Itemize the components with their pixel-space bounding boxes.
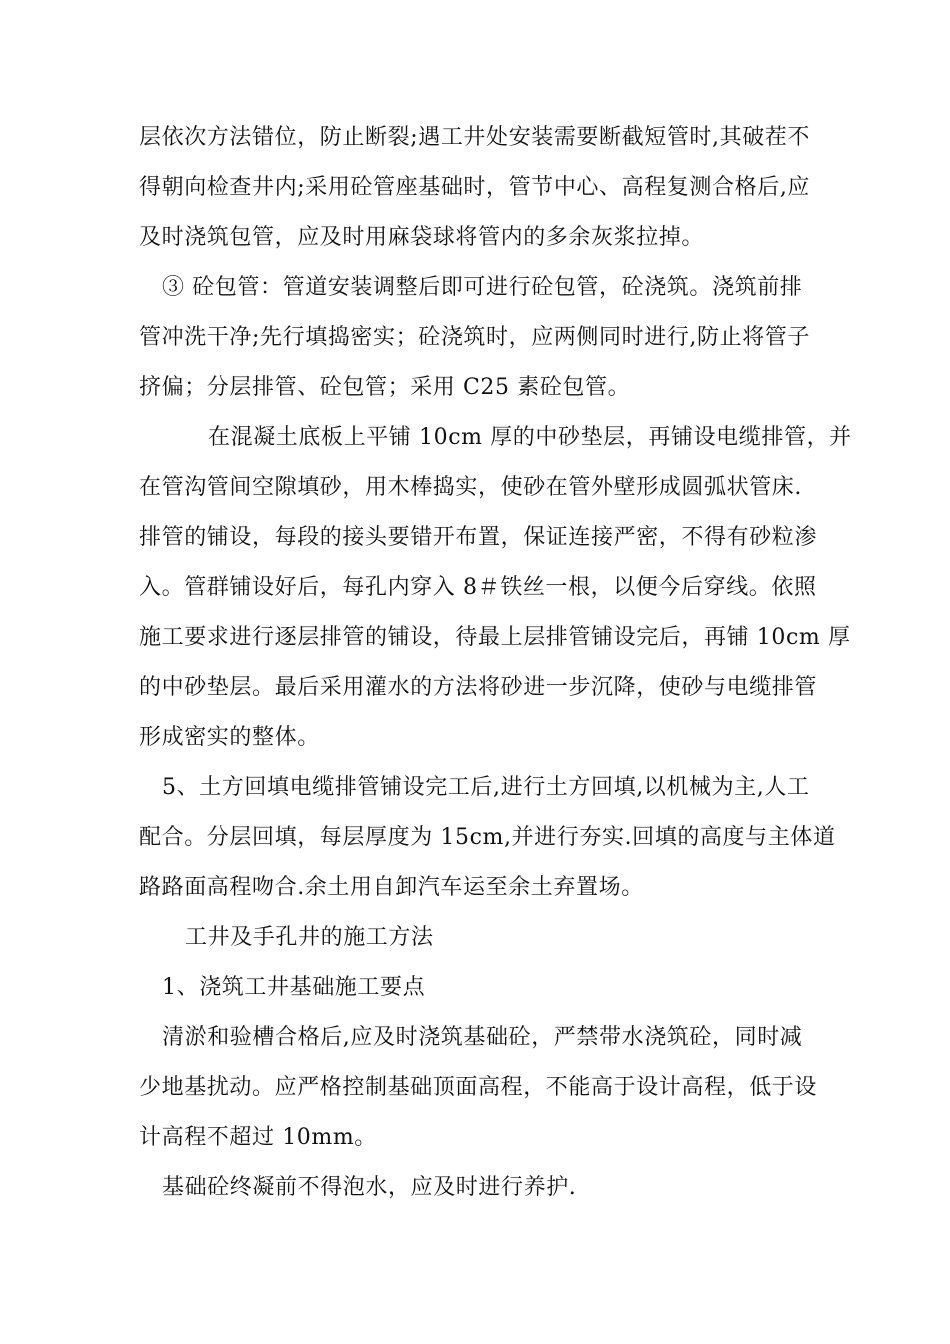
text-line: 形成密实的整体。 bbox=[139, 725, 320, 750]
text-line: 层依次方法错位，防止断裂;遇工井处安装需要断截短管时,其破茬不 bbox=[139, 125, 811, 150]
text-line: 得朝向检查井内;采用砼管座基础时，管节中心、高程复测合格后,应 bbox=[139, 175, 811, 200]
text-line: 配合。分层回填，每层厚度为 15cm,并进行夯实.回填的高度与主体道 bbox=[139, 825, 836, 850]
text-line: 排管的铺设，每段的接头要错开布置，保证连接严密，不得有砂粒渗 bbox=[139, 525, 818, 550]
text-line: 入。管群铺设好后，每孔内穿入 8＃铁丝一根，以便今后穿线。依照 bbox=[139, 575, 817, 600]
text-line: 清淤和验槽合格后,应及时浇筑基础砼，严禁带水浇筑砼，同时减 bbox=[162, 1025, 803, 1050]
text-line: 在管沟管间空隙填砂，用木棒捣实，使砂在管外壁形成圆弧状管床. bbox=[139, 475, 802, 500]
text-line: 及时浇筑包管，应及时用麻袋球将管内的多余灰浆拉掉。 bbox=[139, 225, 705, 250]
text-line: 少地基扰动。应严格控制基础顶面高程，不能高于设计高程，低于设 bbox=[139, 1075, 818, 1100]
text-line: ③ 砼包管：管道安装调整后即可进行砼包管，砼浇筑。浇筑前排 bbox=[162, 275, 803, 300]
text-line: 施工要求进行逐层排管的铺设，待最上层排管铺设完后，再铺 10cm 厚 bbox=[139, 625, 851, 650]
section-heading: 工井及手孔井的施工方法 bbox=[185, 925, 434, 950]
text-line: 的中砂垫层。最后采用灌水的方法将砂进一步沉降，使砂与电缆排管 bbox=[139, 675, 818, 700]
text-line: 路路面高程吻合.余土用自卸汽车运至余土弃置场。 bbox=[139, 875, 644, 900]
text-line: 基础砼终凝前不得泡水，应及时进行养护. bbox=[162, 1175, 577, 1200]
text-line: 在混凝土底板上平铺 10cm 厚的中砂垫层，再铺设电缆排管，并 bbox=[208, 425, 852, 450]
subsection-heading: 1、浇筑工井基础施工要点 bbox=[162, 975, 426, 1000]
text-line: 计高程不超过 10mm。 bbox=[139, 1125, 377, 1150]
text-line: 挤偏；分层排管、砼包管；采用 C25 素砼包管。 bbox=[139, 375, 631, 400]
text-line: 5、土方回填电缆排管铺设完工后,进行土方回填,以机械为主,人工 bbox=[162, 775, 810, 800]
text-line: 管冲洗干净;先行填捣密实；砼浇筑时，应两侧同时进行,防止将管子 bbox=[139, 325, 811, 350]
